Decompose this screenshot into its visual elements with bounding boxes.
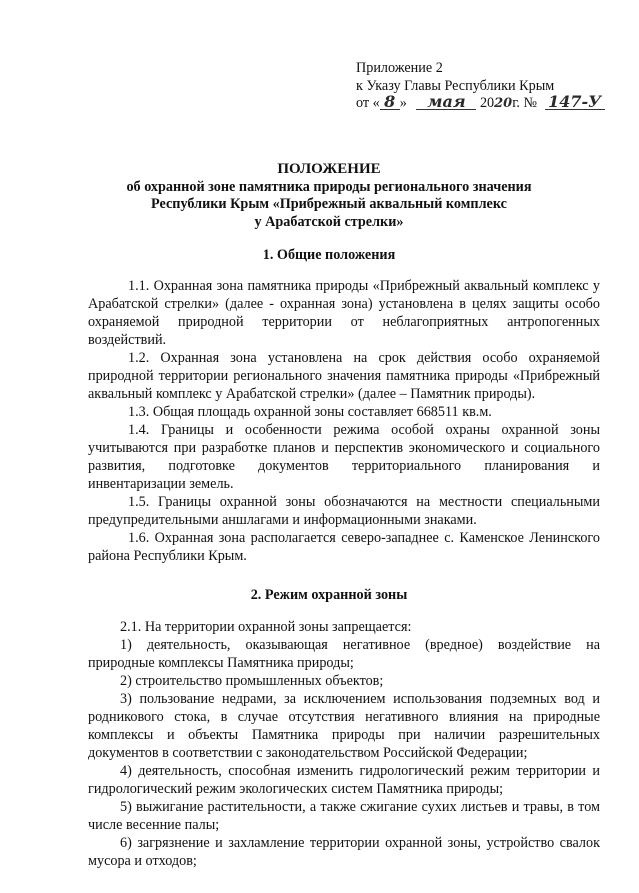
paragraph: 1.3. Общая площадь охранной зоны составляет 668511 кв.м.: [128, 404, 492, 420]
section-1-heading: 1. Общие положения: [262, 247, 396, 263]
section-1-body: [88, 277, 600, 565]
section-2-body: [88, 618, 600, 870]
list-item: 1) деятельность, оказывающая негативное (вредное) воздействие на природные комплексы Памятника природы;: [88, 637, 600, 671]
handwritten-year: 20: [494, 96, 513, 111]
list-item: 5) выжигание растительности, а также сжигание сухих листьев и травы, в том числе весенние палы;: [88, 799, 600, 833]
paragraph: 1.4. Границы и особенности режима особой охраны охранной зоны учитываются при разработке планов и перспектив экономического и социального развития, подготовке документов территориального планирования и инвентаризации земель.: [88, 422, 600, 492]
handwritten-number: 147-У: [545, 95, 605, 110]
paragraph: 1.1. Охранная зона памятника природы «Прибрежный аквальный комплекс у Арабатской стрелки» (далее - охранная зона) установлена в целях защиты особо охраняемой природной территории от неблагоприятных антропогенных воздействий.: [88, 278, 600, 348]
list-item: 6) загрязнение и захламление территории охранной зоны, устройство свалок мусора и отходов;: [88, 835, 600, 869]
document-title: [60, 161, 598, 231]
appendix-line-1: Приложение 2: [356, 60, 443, 76]
list-item: 4) деятельность, способная изменить гидрологический режим территории и гидрологический режим экологических систем Памятника природы;: [88, 763, 600, 797]
appendix-block: [356, 60, 626, 113]
paragraph: 2.1. На территории охранной зоны запрещается:: [120, 619, 412, 635]
list-item: 2) строительство промышленных объектов;: [120, 673, 384, 689]
list-item: 3) пользование недрами, за исключением использования подземных вод и родникового стока, в случае отсутствия негативного влияния на природные комплексы и объекты Памятника природы при наличии разрешительных документов в соответствии с законодательством Российской Федерации;: [88, 691, 600, 761]
title-line-1: об охранной зоне памятника природы регионального значения: [126, 178, 532, 195]
title-line-2: Республики Крым «Прибрежный аквальный комплекс: [151, 196, 507, 212]
paragraph: 1.6. Охранная зона располагается северо-западнее с. Каменское Ленинского района Республики Крым.: [88, 530, 600, 564]
appendix-line-2: к Указу Главы Республики Крым: [356, 77, 555, 94]
paragraph: 1.5. Границы охранной зоны обозначаются на местности специальными предупредительными аншлагами и информационными знаками.: [88, 494, 600, 528]
section-2-heading: 2. Режим охранной зоны: [250, 587, 408, 603]
handwritten-day: 8: [380, 95, 400, 110]
handwritten-month: мая: [416, 95, 476, 110]
title-heading: ПОЛОЖЕНИЕ: [277, 161, 381, 177]
paragraph: 1.2. Охранная зона установлена на срок действия особо охраняемой природной территории регионального значения памятника природы «Прибрежный аквальный комплекс у Арабатской стрелки» (далее – Памятник природы).: [88, 350, 600, 402]
appendix-date-line: от « 8 » мая 2020г. № 147-У: [356, 95, 626, 113]
title-line-3: у Арабатской стрелки»: [254, 213, 404, 230]
